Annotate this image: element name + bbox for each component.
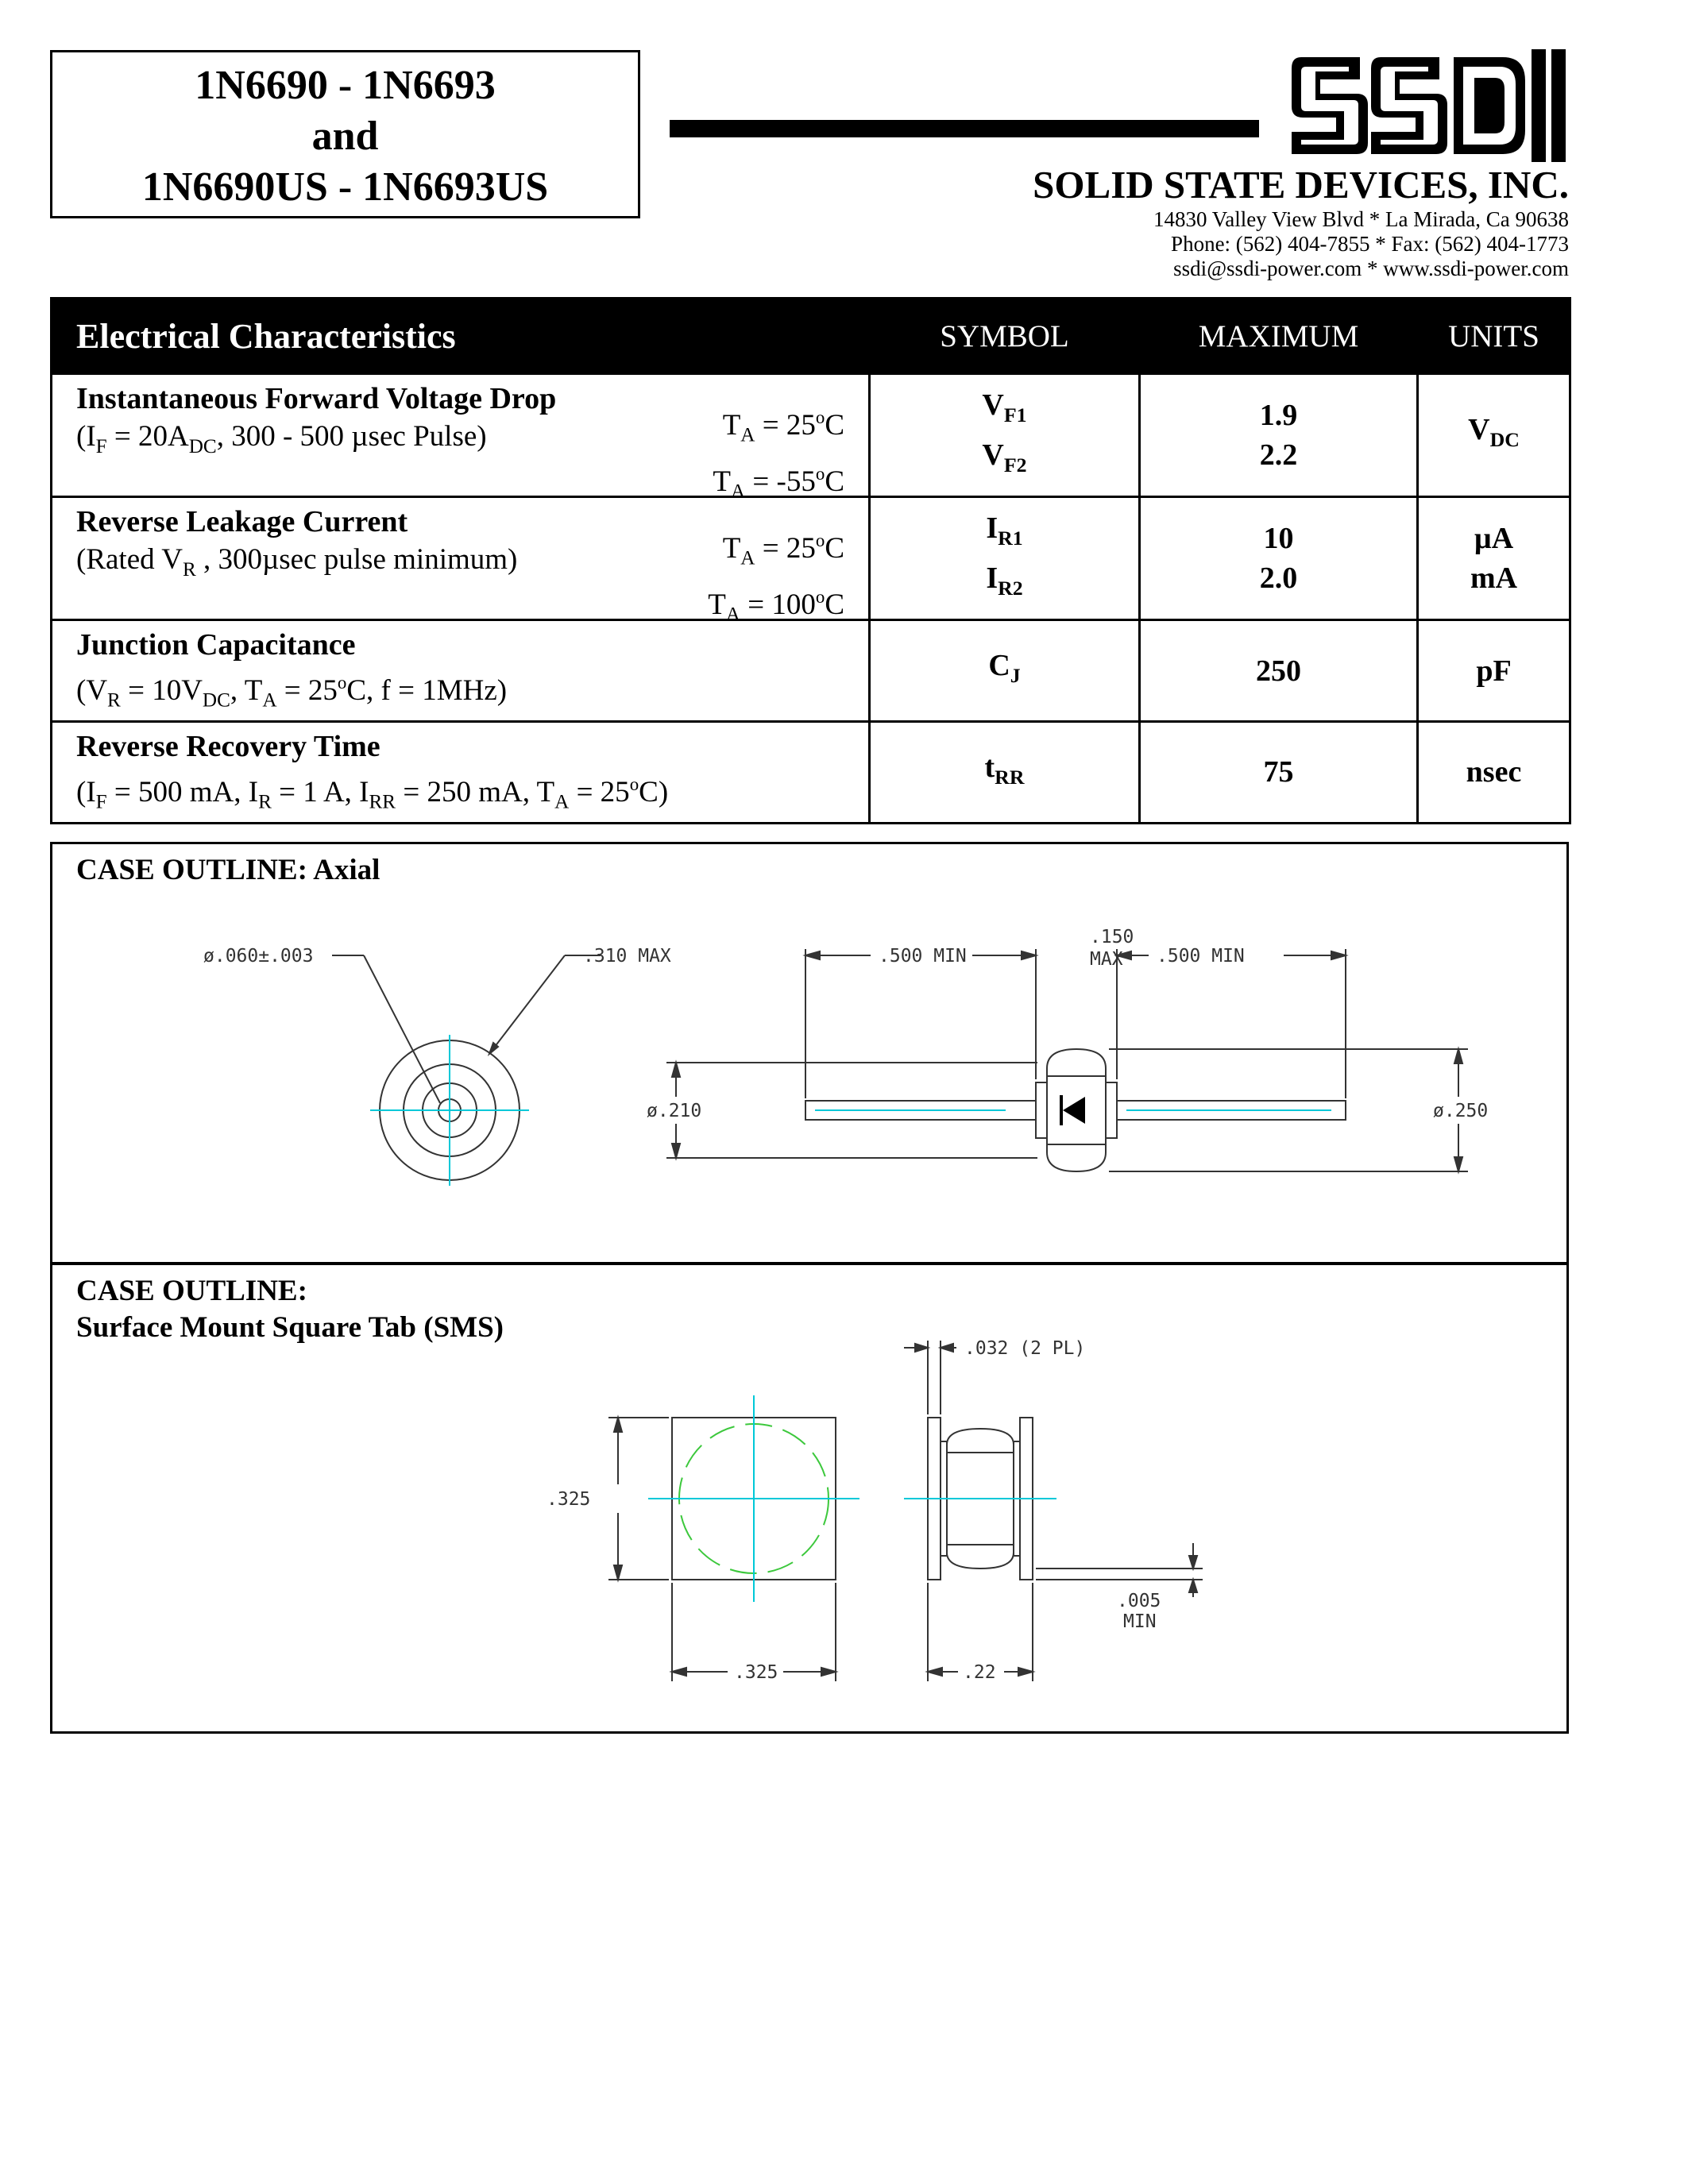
table-row <box>52 620 1570 722</box>
axial-case-outline-panel <box>50 842 1569 1264</box>
parameter-condition: (Rated $V_R$ , 300µsec pulse minimum) <box>76 543 518 581</box>
table-row <box>52 722 1570 824</box>
parameter-name: Junction Capacitance <box>76 628 356 662</box>
right-lead-length-dim: .500 MIN <box>1157 946 1245 967</box>
sms-drawing <box>52 1265 1566 1734</box>
tab-thickness-dim: .032 (2 PL) <box>964 1338 1086 1359</box>
company-info <box>1033 163 1569 281</box>
sms-length-dim: .22 <box>963 1662 996 1683</box>
header-symbol: SYMBOL <box>870 299 1140 374</box>
body-max-dim: .310 MAX <box>583 946 671 967</box>
sms-width-dim: .325 <box>734 1662 778 1683</box>
parameter-condition: ($I_F = 20A_{DC}$, 300 - 500 µsec Pulse) <box>76 420 487 457</box>
units-cell: $V_{DC}$ <box>1418 374 1570 497</box>
sms-heading-line-2: Surface Mount Square Tab (SMS) <box>76 1311 504 1344</box>
axial-end-view-leaders <box>332 955 601 1103</box>
lead-diameter-dim: ø.060±.003 <box>203 946 314 967</box>
maximum-cell: 75 <box>1140 722 1418 824</box>
company-address: 14830 Valley View Blvd * La Mirada, Ca 90638 <box>1153 207 1569 231</box>
table-row <box>52 374 1570 497</box>
table-header-row <box>52 299 1570 374</box>
sms-dimension-lines <box>608 1341 1203 1681</box>
sms-height-dim: .325 <box>547 1489 591 1510</box>
parameter-name: Reverse Leakage Current <box>76 505 408 538</box>
units-cell: pF <box>1418 620 1570 722</box>
company-name: SOLID STATE DEVICES, INC. <box>1033 163 1569 206</box>
right-diameter-dim: ø.250 <box>1433 1101 1489 1121</box>
company-phone-fax: Phone: (562) 404-7855 * Fax: (562) 404-1773 <box>1171 232 1569 256</box>
axial-side-dimension-lines <box>666 949 1468 1171</box>
maximum-cell: 1.9 2.2 <box>1140 374 1418 497</box>
header-rule <box>670 120 1259 137</box>
part-number-line-3: 1N6690US - 1N6693US <box>141 164 549 210</box>
units-cell: nsec <box>1418 722 1570 824</box>
axial-drawing <box>52 844 1566 1262</box>
axial-heading: CASE OUTLINE: Axial <box>76 854 380 886</box>
header-electrical-characteristics: Electrical Characteristics <box>52 299 870 374</box>
sms-heading-line-1: CASE OUTLINE: <box>76 1275 307 1307</box>
table-row <box>52 497 1570 620</box>
parameter-cell <box>52 722 870 824</box>
parameter-name: Instantaneous Forward Voltage Drop <box>76 382 557 415</box>
maximum-cell: 250 <box>1140 620 1418 722</box>
temperature-conditions: $T_A = 25^oC$ $T_A = -55^oC$ <box>713 407 844 503</box>
part-number-box <box>50 50 640 218</box>
part-number-line-1: 1N6690 - 1N6693 <box>195 63 496 108</box>
parameter-cell <box>52 374 870 503</box>
temperature-conditions: $T_A = 25^oC$ $T_A = 100^oC$ <box>708 531 844 626</box>
sms-gap-dim-value: .005 <box>1117 1591 1161 1611</box>
maximum-cell: 10 2.0 <box>1140 497 1418 620</box>
header-units: UNITS <box>1418 299 1570 374</box>
parameter-cell <box>52 620 870 722</box>
header-maximum: MAXIMUM <box>1140 299 1418 374</box>
parameter-name: Reverse Recovery Time <box>76 730 380 763</box>
axial-end-view-centerlines <box>370 1035 529 1186</box>
left-lead-length-dim: .500 MIN <box>879 946 967 967</box>
electrical-characteristics-table <box>50 297 1571 824</box>
symbol-cell: $t_{RR}$ <box>870 722 1140 824</box>
units-cell: µA mA <box>1418 497 1570 620</box>
body-length-dim-value: .150 <box>1090 927 1134 947</box>
ssdi-logo <box>1287 49 1569 162</box>
parameter-condition: ($V_R = 10V_{DC}$, $T_A = 25^oC$, f = 1MHz) <box>76 673 508 712</box>
symbol-cell: $C_J$ <box>870 620 1140 722</box>
company-web: ssdi@ssdi-power.com * www.ssdi-power.com <box>1173 257 1569 280</box>
symbol-cell: $V_{F1}$ $V_{F2}$ <box>870 374 1140 497</box>
sms-case-outline-panel <box>50 1263 1569 1734</box>
parameter-cell <box>52 497 870 626</box>
body-length-dim-max: MAX <box>1090 949 1123 970</box>
parameter-condition: ($I_F = 500$ mA, $I_R = 1$ A, $I_{RR} = 250$ mA, $T_A = 25^oC$) <box>76 774 669 813</box>
sms-front-centerlines <box>648 1395 859 1602</box>
part-number-line-2: and <box>311 114 379 159</box>
symbol-cell: $I_{R1}$ $I_{R2}$ <box>870 497 1140 620</box>
sms-gap-dim-min: MIN <box>1123 1611 1157 1632</box>
diode-symbol-icon <box>1063 1097 1085 1124</box>
left-diameter-dim: ø.210 <box>647 1101 702 1121</box>
